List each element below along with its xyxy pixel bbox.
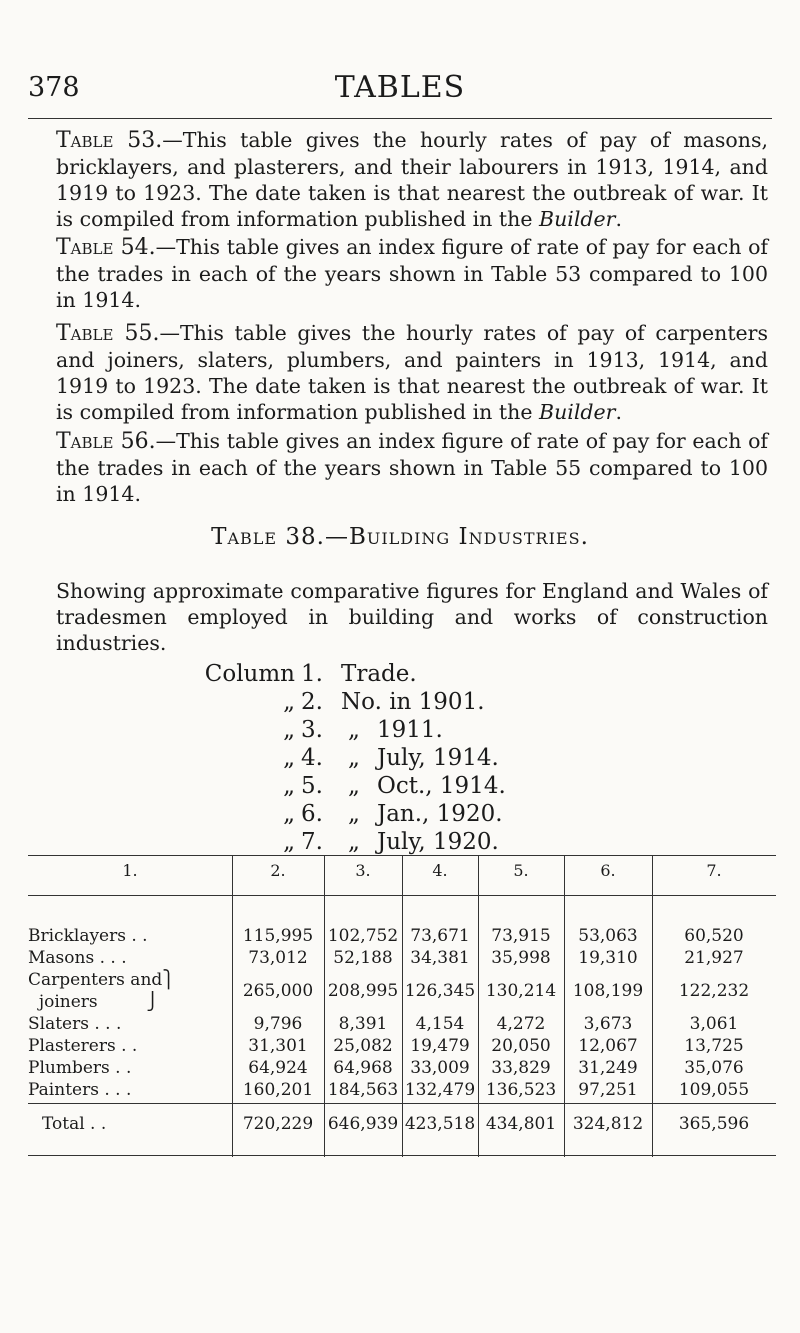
legend-number: 1. xyxy=(301,661,323,687)
note-italic: Builder xyxy=(539,207,616,231)
cell: 3,673 xyxy=(583,1014,633,1034)
cell: 64,968 xyxy=(333,1058,393,1078)
trade-name-line: joiners xyxy=(38,992,98,1012)
cell: 35,076 xyxy=(684,1058,744,1078)
total-label: Total . . xyxy=(42,1114,107,1134)
note-text: —This table gives the hourly rates of pay of masons, bricklayers, and plasterers, and their labourers in 1913, 1914, and 1919 to 1923. The date taken is that nearest the outbreak of war. It is compiled from information published in the xyxy=(56,128,768,231)
note-text: —This table gives an index figure of rate of pay for each of the trades in each of the years shown in Table 53 compared to 100 in 1914. xyxy=(56,235,769,312)
legend-label: „ xyxy=(283,745,295,771)
cell: 33,829 xyxy=(491,1058,551,1078)
cell: 115,995 xyxy=(242,926,314,946)
running-header-title: TABLES xyxy=(334,70,466,105)
cell: 31,249 xyxy=(578,1058,638,1078)
cell: 208,995 xyxy=(327,981,399,1001)
cell: 265,000 xyxy=(242,981,314,1001)
table-note-54 xyxy=(56,234,768,313)
cell: 102,752 xyxy=(327,926,399,946)
legend-number: 5. xyxy=(301,773,323,799)
legend-number: 3. xyxy=(301,717,323,743)
cell: 73,012 xyxy=(248,948,308,968)
legend-row xyxy=(195,828,506,856)
cell: 8,391 xyxy=(338,1014,388,1034)
total-cell: 434,801 xyxy=(485,1114,557,1134)
total-cell: 365,596 xyxy=(678,1114,750,1134)
cell: 20,050 xyxy=(491,1036,551,1056)
note-lead: Table 55. xyxy=(56,321,160,346)
trade-name: joiners ⎭ xyxy=(38,992,160,1012)
column-header: 5. xyxy=(513,861,529,880)
trade-name: Carpenters and⎫ xyxy=(28,970,176,990)
cell: 53,063 xyxy=(578,926,638,946)
legend-label: Column xyxy=(204,661,295,687)
note-text: —This table gives the hourly rates of pay of carpenters and joiners, slaters, plumbers, and painters in 1913, 1914, and 1919 to 1923. The date taken is that nearest the outbreak of war. It is compiled from information published in the xyxy=(56,321,769,424)
cell: 9,796 xyxy=(253,1014,303,1034)
note-end: . xyxy=(615,400,622,424)
note-end: . xyxy=(615,207,622,231)
column-header: 3. xyxy=(355,861,371,880)
total-cell: 324,812 xyxy=(572,1114,644,1134)
legend-row xyxy=(195,772,506,800)
cell: 60,520 xyxy=(684,926,744,946)
trade-name: Painters . . . xyxy=(28,1080,132,1100)
legend-number: 2. xyxy=(301,689,323,715)
legend-desc: Oct., 1914. xyxy=(377,773,506,799)
total-cell: 423,518 xyxy=(404,1114,476,1134)
legend-desc: July, 1914. xyxy=(377,745,499,771)
total-cell: 646,939 xyxy=(327,1114,399,1134)
legend-row xyxy=(195,716,506,744)
trade-name: Plumbers . . xyxy=(28,1058,132,1078)
legend-desc: 1911. xyxy=(377,717,443,743)
trade-name-line: Carpenters and xyxy=(28,970,163,990)
legend-ditto: „ xyxy=(348,801,360,827)
cell: 31,301 xyxy=(248,1036,308,1056)
cell: 97,251 xyxy=(578,1080,638,1100)
legend-number: 6. xyxy=(301,801,323,827)
cell: 35,998 xyxy=(491,948,551,968)
legend-desc: Trade. xyxy=(341,661,417,687)
legend-row xyxy=(195,744,506,772)
cell: 109,055 xyxy=(678,1080,750,1100)
legend-row xyxy=(195,800,506,828)
column-header: 7. xyxy=(706,861,722,880)
building-industries-table xyxy=(28,855,776,1158)
table-note-53 xyxy=(56,127,768,232)
cell: 3,061 xyxy=(689,1014,739,1034)
cell: 21,927 xyxy=(684,948,744,968)
legend-desc: No. in 1901. xyxy=(341,689,485,715)
column-header: 4. xyxy=(432,861,448,880)
legend-ditto: „ xyxy=(348,745,360,771)
column-legend xyxy=(195,660,506,856)
trade-name: Bricklayers . . xyxy=(28,926,148,946)
trade-name: Plasterers . . xyxy=(28,1036,138,1056)
legend-label: „ xyxy=(283,717,295,743)
cell: 33,009 xyxy=(410,1058,470,1078)
cell: 122,232 xyxy=(678,981,750,1001)
header-divider xyxy=(28,118,772,119)
legend-label: „ xyxy=(283,773,295,799)
column-header: 2. xyxy=(270,861,286,880)
cell: 130,214 xyxy=(485,981,557,1001)
cell: 126,345 xyxy=(404,981,476,1001)
column-7-values xyxy=(652,925,776,1101)
legend-ditto: „ xyxy=(348,717,360,743)
cell: 19,479 xyxy=(410,1036,470,1056)
column-3-values xyxy=(324,925,402,1101)
note-lead: Table 53. xyxy=(56,128,163,153)
legend-label: „ xyxy=(283,801,295,827)
cell: 184,563 xyxy=(327,1080,399,1100)
column-header: 6. xyxy=(600,861,616,880)
legend-desc: July, 1920. xyxy=(377,829,499,855)
trade-names xyxy=(28,925,175,1101)
column-4-values xyxy=(402,925,478,1101)
cell: 4,154 xyxy=(415,1014,465,1034)
trade-name: Slaters . . . xyxy=(28,1014,122,1034)
note-text: —This table gives an index figure of rate of pay for each of the trades in each of the years shown in Table 55 compared to 100 in 1914. xyxy=(56,429,769,506)
column-6-values xyxy=(564,925,652,1101)
note-lead: Table 54. xyxy=(56,235,156,260)
trade-name: Masons . . . xyxy=(28,948,127,968)
column-header: 1. xyxy=(122,861,138,880)
cell: 64,924 xyxy=(248,1058,308,1078)
cell: 73,915 xyxy=(491,926,551,946)
page-number: 378 xyxy=(28,72,80,103)
table-note-56 xyxy=(56,428,768,507)
cell: 12,067 xyxy=(578,1036,638,1056)
legend-label: „ xyxy=(283,829,295,855)
total-cell: 720,229 xyxy=(242,1114,314,1134)
cell: 136,523 xyxy=(485,1080,557,1100)
cell: 73,671 xyxy=(410,926,470,946)
column-2-values xyxy=(232,925,324,1101)
legend-label: „ xyxy=(283,689,295,715)
legend-desc: Jan., 1920. xyxy=(377,801,503,827)
cell: 19,310 xyxy=(578,948,638,968)
column-5-values xyxy=(478,925,564,1101)
cell: 132,479 xyxy=(404,1080,476,1100)
cell: 108,199 xyxy=(572,981,644,1001)
cell: 25,082 xyxy=(333,1036,393,1056)
legend-ditto: „ xyxy=(348,829,360,855)
table-title: Table 38.—Building Industries. xyxy=(211,524,589,550)
cell: 13,725 xyxy=(684,1036,744,1056)
legend-number: 7. xyxy=(301,829,323,855)
legend-row xyxy=(195,688,506,716)
table-intro: Showing approximate comparative figures for England and Wales of tradesmen employed in building and works of construction industries. xyxy=(56,579,768,655)
legend-ditto: „ xyxy=(348,773,360,799)
note-lead: Table 56. xyxy=(56,429,156,454)
note-italic: Builder xyxy=(539,400,616,424)
legend-row xyxy=(195,660,506,688)
cell: 160,201 xyxy=(242,1080,314,1100)
cell: 4,272 xyxy=(496,1014,546,1034)
table-note-55 xyxy=(56,320,768,425)
cell: 34,381 xyxy=(410,948,470,968)
legend-number: 4. xyxy=(301,745,323,771)
cell: 52,188 xyxy=(333,948,393,968)
